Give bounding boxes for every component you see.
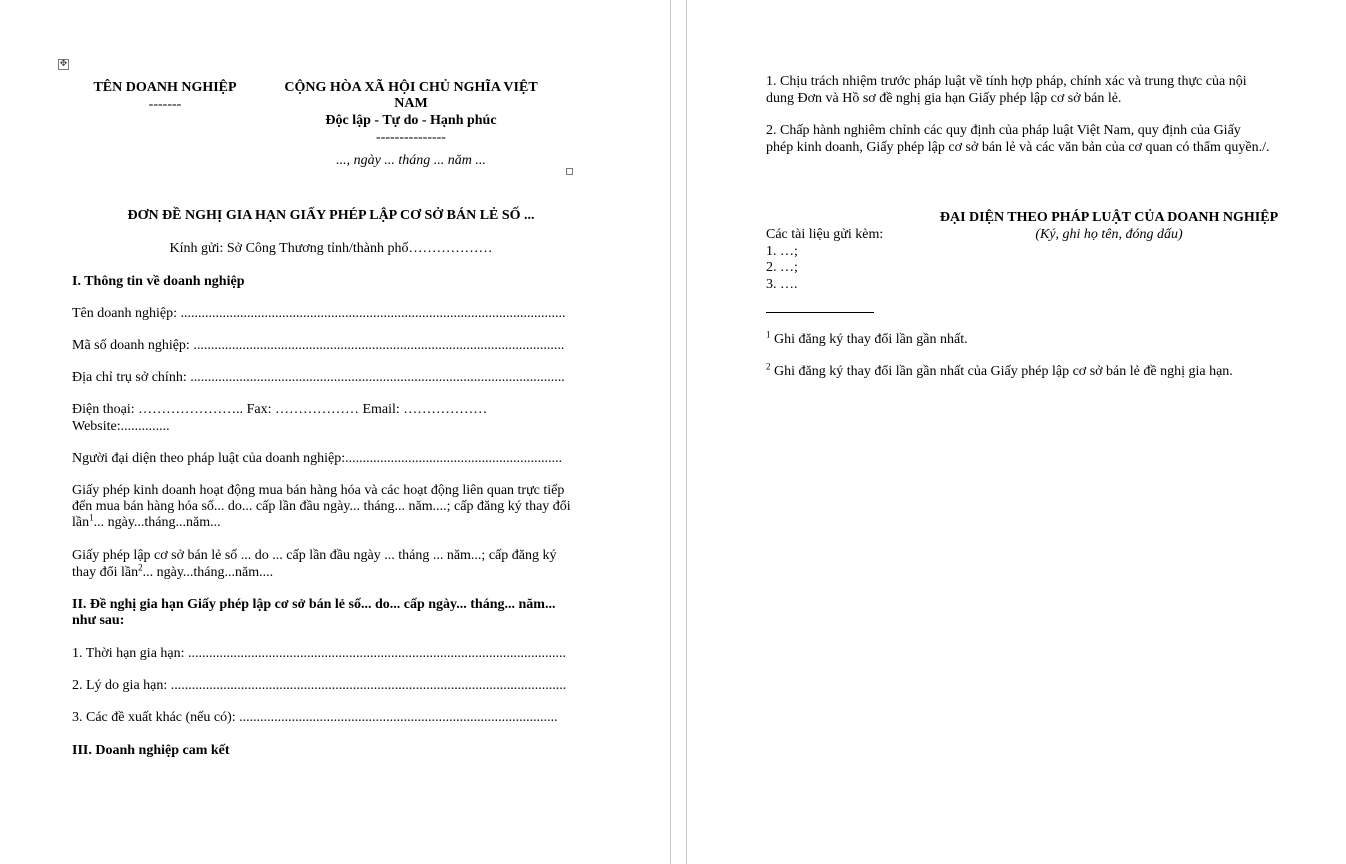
footnote-1 [766, 331, 968, 348]
business-license-line3 [72, 514, 221, 531]
page-gap [670, 0, 687, 864]
business-license-line1: Giấy phép kinh doanh hoạt động mua bán hàng hóa và các hoạt động liên quan trực tiếp [72, 483, 565, 498]
item-extension-duration: 1. Thời hạn gia hạn: ............................................................................................................ [72, 646, 567, 661]
field-tax-code: Mã số doanh nghiệp: .......................................................................................................... [72, 338, 565, 353]
retail-license-line2-a: thay đổi lần [72, 565, 139, 580]
attachment-item-2: 2. …; [766, 260, 798, 275]
table-resize-handle-icon[interactable] [566, 168, 573, 175]
motto-dash: --------------- [376, 130, 446, 145]
section-2-heading-line2: như sau: [72, 613, 125, 628]
section-1-heading: I. Thông tin về doanh nghiệp [72, 274, 245, 289]
business-license-line2: đến mua bán hàng hóa số... do... cấp lần đầu ngày... tháng... năm....; cấp đăng ký thay đổi [72, 499, 571, 514]
attachment-item-1: 1. …; [766, 244, 798, 259]
attachment-item-3: 3. …. [766, 277, 798, 292]
field-contact: Điện thoại: ………………….. Fax: ……………… Email: ……………… [72, 402, 488, 417]
business-license-line3-a: lần [72, 515, 90, 530]
signer-title: ĐẠI DIỆN THEO PHÁP LUẬT CỦA DOANH NGHIỆP [939, 210, 1279, 225]
retail-license-line1: Giấy phép lập cơ sở bán lẻ số ... do ... cấp lần đầu ngày ... tháng ... năm...; cấp đăng ký [72, 548, 557, 563]
commitment-2-line1: 2. Chấp hành nghiêm chỉnh các quy định của pháp luật Việt Nam, quy định của Giấy [766, 123, 1241, 138]
commitment-1-line1: 1. Chịu trách nhiệm trước pháp luật về tính hợp pháp, chính xác và trung thực của nội [766, 74, 1247, 89]
field-website: Website:.............. [72, 419, 170, 434]
attachments-label: Các tài liệu gửi kèm: [766, 227, 884, 242]
field-company-name: Tên doanh nghiệp: .............................................................................................................. [72, 306, 566, 321]
footnote-1-number: 1 [766, 329, 771, 340]
footnote-separator [766, 312, 874, 313]
company-name-heading: TÊN DOANH NGHIỆP [93, 80, 237, 95]
commitment-1-line2: dung Đơn và Hồ sơ đề nghị gia hạn Giấy phép lập cơ sở bán lẻ. [766, 91, 1122, 106]
footnote-ref-1[interactable]: 1 [89, 512, 94, 523]
footnote-2 [766, 363, 1233, 380]
company-name-dash: ------- [148, 97, 182, 112]
item-extension-reason: 2. Lý do gia hạn: ................................................................................................................. [72, 678, 567, 693]
nation-heading-line2: NAM [394, 96, 428, 111]
field-legal-rep: Người đại diện theo pháp luật của doanh nghiệp:.............................................................. [72, 451, 563, 466]
date-line: ..., ngày ... tháng ... năm ... [336, 153, 486, 168]
footnote-ref-2[interactable]: 2 [138, 562, 143, 573]
footnote-2-text: Ghi đăng ký thay đổi lần gần nhất của Giấy phép lập cơ sở bán lẻ đề nghị gia hạn. [770, 364, 1233, 379]
retail-license-line2-b: ... ngày...tháng...năm.... [142, 565, 274, 580]
commitment-2-line2: phép kinh doanh, Giấy phép lập cơ sở bán lẻ và các văn bản của cơ quan có thẩm quyền./. [766, 140, 1270, 155]
document-title: ĐƠN ĐỀ NGHỊ GIA HẠN GIẤY PHÉP LẬP CƠ SỞ BÁN LẺ SỐ ... [127, 208, 535, 223]
retail-license-line2 [72, 564, 273, 581]
nation-heading-line1: CỘNG HÒA XÃ HỘI CHỦ NGHĨA VIỆT [284, 80, 538, 95]
item-other-proposals: 3. Các đề xuất khác (nếu có): ........................................................................................... [72, 710, 558, 725]
addressee-line: Kính gửi: Sở Công Thương tỉnh/thành phố……………… [169, 241, 493, 256]
section-2-heading-line1: II. Đề nghị gia hạn Giấy phép lập cơ sở bán lẻ số... do... cấp ngày... tháng... năm... [72, 597, 556, 612]
footnote-1-text: Ghi đăng ký thay đổi lần gần nhất. [770, 332, 968, 347]
business-license-line3-b: ... ngày...tháng...năm... [93, 515, 221, 530]
table-move-handle-icon[interactable]: ✥ [59, 59, 68, 69]
signer-note: (Ký, ghi họ tên, đóng dấu) [1035, 227, 1183, 242]
field-address: Địa chỉ trụ sở chính: ........................................................................................................... [72, 370, 565, 385]
motto: Độc lập - Tự do - Hạnh phúc [325, 113, 497, 128]
section-3-heading: III. Doanh nghiệp cam kết [72, 743, 230, 758]
footnote-2-number: 2 [766, 361, 771, 372]
